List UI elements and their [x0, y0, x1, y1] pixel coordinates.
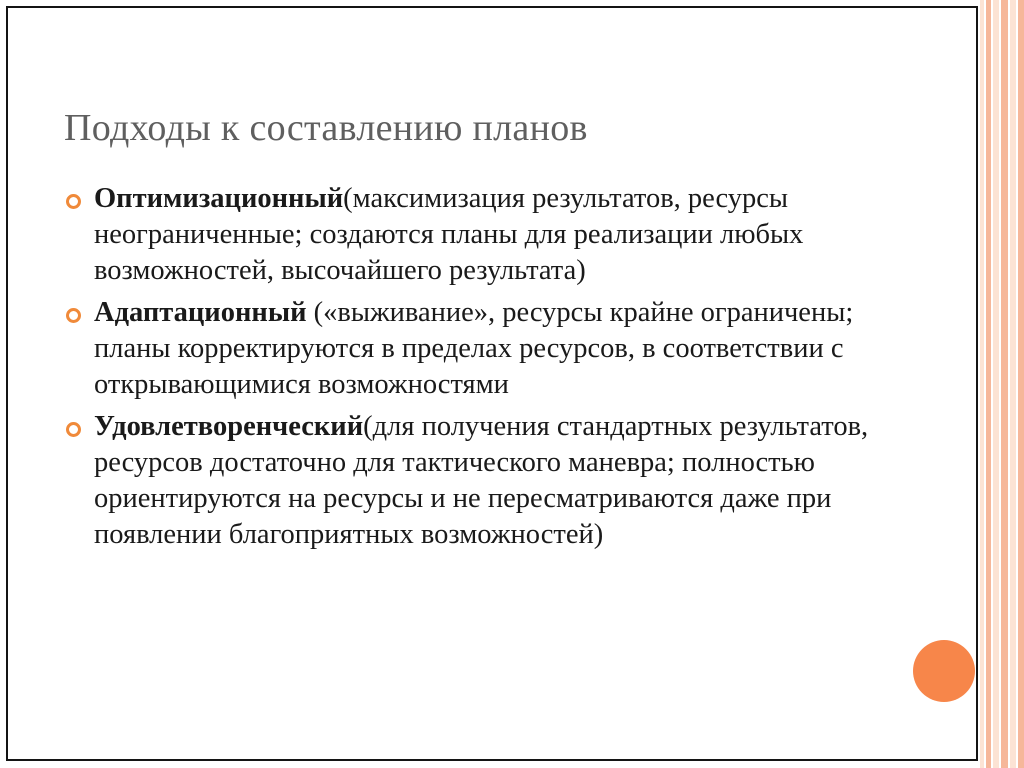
decor-stripe: [1018, 0, 1024, 768]
decor-stripe: [993, 0, 999, 768]
list-item: [64, 409, 914, 553]
item-description: (для получения стандартных результатов, ресурсов достаточно для тактического маневра; полностью ориентируются на ресурсы и не пересматриваются даже при появлении благоприятных возможностей): [94, 411, 869, 550]
item-term: Удовлетворенческий: [94, 411, 364, 442]
item-term: Адаптационный: [94, 297, 307, 328]
list-item: [64, 181, 914, 289]
orange-ring-bullet-icon: [66, 194, 81, 209]
decor-stripe: [1010, 0, 1016, 768]
slide-title: Подходы к составлению планов: [64, 107, 588, 149]
item-description: (максимизация результатов, ресурсы неограниченные; создаются планы для реализации любых возможностей, высочайшего результата): [94, 183, 804, 286]
orange-ring-bullet-icon: [66, 308, 81, 323]
decor-stripe: [986, 0, 991, 768]
item-term: Оптимизационный: [94, 183, 344, 214]
orange-circle-icon: [913, 640, 975, 702]
decor-stripe: [1001, 0, 1008, 768]
decor-stripe: [980, 0, 984, 768]
orange-ring-bullet-icon: [66, 422, 81, 437]
list-item: [64, 295, 914, 403]
bullet-list: [64, 181, 914, 559]
item-description: («выживание», ресурсы крайне ограничены; планы корректируются в пределах ресурсов, в соответствии с открывающимися возможностями: [94, 297, 854, 400]
